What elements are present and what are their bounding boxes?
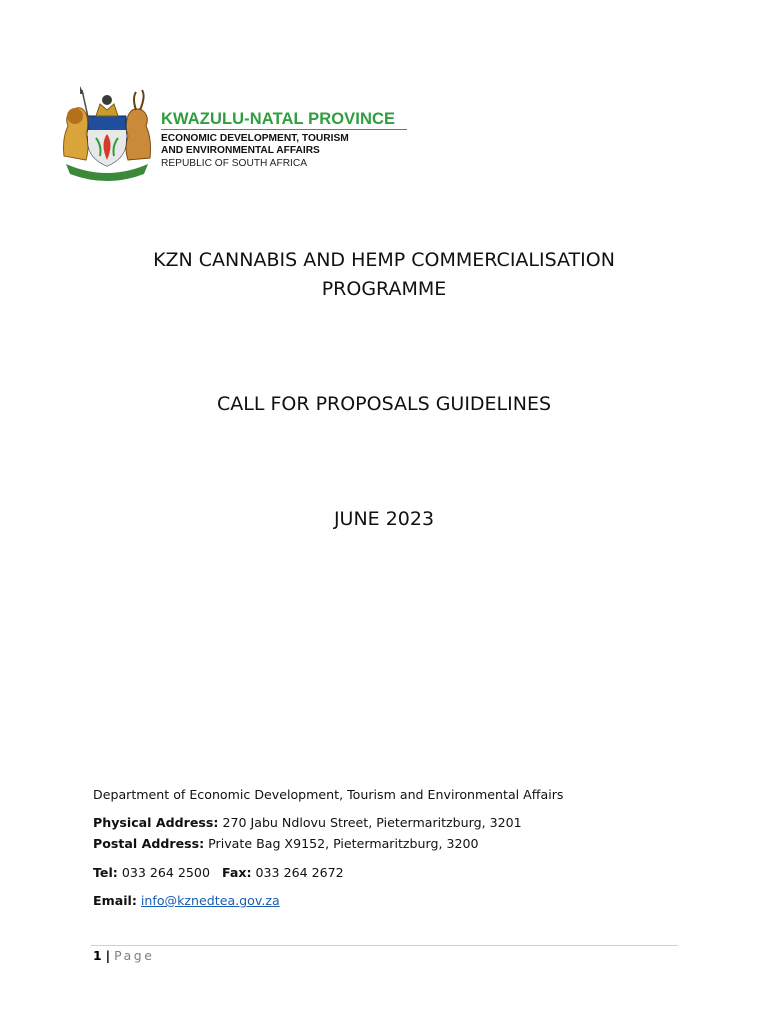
document-title — [0, 246, 768, 304]
document-subtitle: CALL FOR PROPOSALS GUIDELINES — [216, 393, 552, 415]
tel-value: 033 264 2500 — [121, 865, 210, 880]
tel-label: Tel: — [93, 865, 118, 880]
coat-of-arms-icon — [60, 86, 154, 182]
physical-address-label: Physical Address: — [93, 815, 219, 830]
document-title-line-2: PROGRAMME — [321, 278, 447, 300]
document-date: JUNE 2023 — [333, 508, 435, 530]
postal-address — [93, 835, 693, 853]
contact-department: Department of Economic Development, Tourism and Environmental Affairs — [93, 787, 564, 802]
department-name-line-1: ECONOMIC DEVELOPMENT, TOURISM — [161, 133, 349, 144]
fax-value: 033 264 2672 — [255, 865, 344, 880]
page-footer — [93, 948, 154, 964]
page-number: 1 — [93, 948, 102, 963]
postal-address-label: Postal Address: — [93, 836, 205, 851]
physical-address-value: 270 Jabu Ndlovu Street, Pietermaritzburg, 3201 — [222, 815, 522, 830]
province-name: KWAZULU-NATAL PROVINCE — [161, 110, 396, 128]
country-name: REPUBLIC OF SOUTH AFRICA — [161, 158, 308, 169]
footer-divider — [91, 945, 678, 946]
postal-address-value: Private Bag X9152, Pietermaritzburg, 3200 — [208, 836, 479, 851]
logo-text — [161, 110, 411, 171]
phone-fax — [93, 864, 693, 882]
email — [93, 892, 693, 910]
physical-address — [93, 814, 693, 832]
fax-label: Fax: — [221, 865, 252, 880]
document-title-line-1: KZN CANNABIS AND HEMP COMMERCIALISATION — [153, 249, 615, 271]
department-name-line-2: AND ENVIRONMENTAL AFFAIRS — [161, 145, 320, 156]
page-separator: | — [105, 948, 111, 963]
email-link[interactable]: info@kznedtea.gov.za — [140, 893, 280, 908]
page-word: Page — [114, 948, 155, 963]
email-label: Email: — [93, 893, 137, 908]
logo-divider — [161, 129, 407, 130]
provincial-logo — [60, 86, 420, 182]
